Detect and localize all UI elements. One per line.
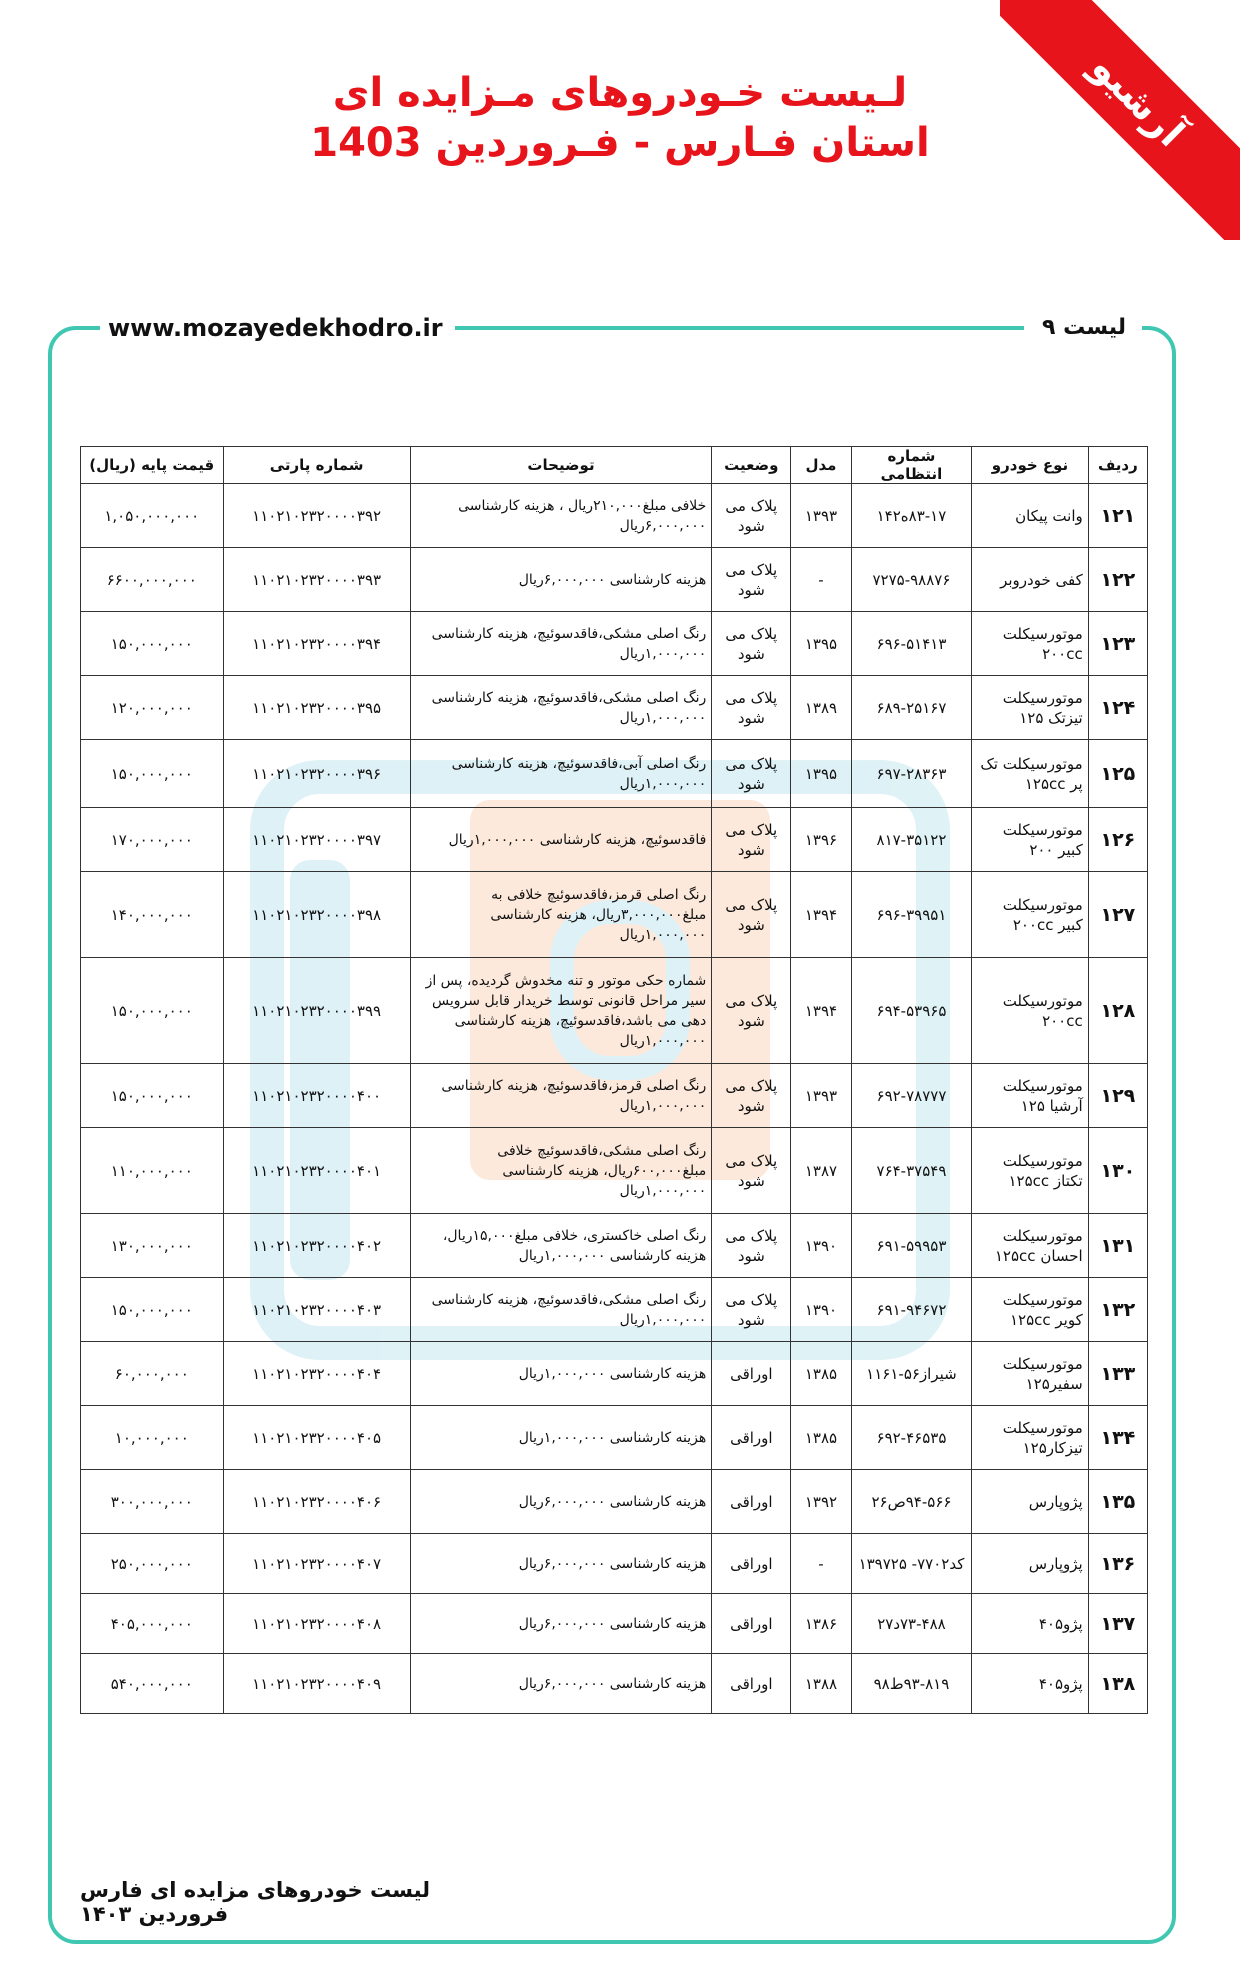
cell-row: ۱۲۲ [1088,548,1147,612]
table-row [81,1470,1148,1534]
cell-desc: رنگ اصلی آبی،فاقدسوئیچ، هزینه کارشناسی ۱,۰۰۰,۰۰۰ریال [410,740,712,808]
cell-status: پلاک می شود [712,1064,791,1128]
cell-desc: رنگ اصلی قرمز،فاقدسوئیچ، هزینه کارشناسی ۱,۰۰۰,۰۰۰ریال [410,1064,712,1128]
cell-lot: ۱۱۰۲۱۰۲۳۲۰۰۰۰۴۰۴ [223,1342,410,1406]
cell-row: ۱۳۳ [1088,1342,1147,1406]
cell-price: ۶۰,۰۰۰,۰۰۰ [81,1342,224,1406]
cell-lot: ۱۱۰۲۱۰۲۳۲۰۰۰۰۳۹۶ [223,740,410,808]
table-row [81,1594,1148,1654]
header-lot: شماره پارتی [223,447,410,484]
cell-model: ۱۳۹۰ [791,1214,851,1278]
table-row [81,484,1148,548]
cell-desc: هزینه کارشناسی ۶,۰۰۰,۰۰۰ریال [410,1594,712,1654]
table-row [81,612,1148,676]
cell-lot: ۱۱۰۲۱۰۲۳۲۰۰۰۰۳۹۲ [223,484,410,548]
title-line-2: استان فـارس - فـروردین 1403 [310,120,930,166]
cell-serial: شیراز۵۶-۱۱۶۱ [851,1342,972,1406]
cell-model: ۱۳۹۵ [791,612,851,676]
cell-lot: ۱۱۰۲۱۰۲۳۲۰۰۰۰۴۰۸ [223,1594,410,1654]
website-link[interactable]: www.mozayedekhodro.ir [108,314,443,342]
cell-status: اوراقی [712,1594,791,1654]
cell-lot: ۱۱۰۲۱۰۲۳۲۰۰۰۰۳۹۹ [223,958,410,1064]
cell-serial: ۷۳-۴۸۸د۲۷ [851,1594,972,1654]
cell-lot: ۱۱۰۲۱۰۲۳۲۰۰۰۰۴۰۳ [223,1278,410,1342]
header-serial: شماره انتظامی [851,447,972,484]
cell-serial: ۶۹۶-۵۱۴۱۳ [851,612,972,676]
cell-vehicle: موتورسیکلت کویر ۱۲۵cc [972,1278,1088,1342]
table-row [81,958,1148,1064]
cell-row: ۱۳۵ [1088,1470,1147,1534]
cell-desc: رنگ اصلی مشکی،فاقدسوئیچ، هزینه کارشناسی ۱,۰۰۰,۰۰۰ریال [410,612,712,676]
cell-row: ۱۲۸ [1088,958,1147,1064]
cell-status: پلاک می شود [712,872,791,958]
cell-row: ۱۲۹ [1088,1064,1147,1128]
cell-price: ۱۵۰,۰۰۰,۰۰۰ [81,1278,224,1342]
cell-vehicle: موتورسیکلت ۲۰۰cc [972,612,1088,676]
cell-lot: ۱۱۰۲۱۰۲۳۲۰۰۰۰۴۰۱ [223,1128,410,1214]
cell-status: پلاک می شود [712,484,791,548]
table-row [81,1214,1148,1278]
cell-desc: رنگ اصلی مشکی،فاقدسوئیچ خلافی مبلغ۶۰۰,۰۰۰ریال، هزینه کارشناسی ۱,۰۰۰,۰۰۰ریال [410,1128,712,1214]
cell-price: ۱۳۰,۰۰۰,۰۰۰ [81,1214,224,1278]
cell-price: ۱,۰۵۰,۰۰۰,۰۰۰ [81,484,224,548]
cell-price: ۲۵۰,۰۰۰,۰۰۰ [81,1534,224,1594]
cell-price: ۱۵۰,۰۰۰,۰۰۰ [81,740,224,808]
cell-serial: ۶۹۲-۷۸۷۷۷ [851,1064,972,1128]
cell-serial: ۶۸۹-۲۵۱۶۷ [851,676,972,740]
table-row [81,872,1148,958]
cell-row: ۱۳۲ [1088,1278,1147,1342]
cell-lot: ۱۱۰۲۱۰۲۳۲۰۰۰۰۴۰۵ [223,1406,410,1470]
table-row [81,1654,1148,1714]
cell-vehicle: موتورسیکلت تک پر ۱۲۵cc [972,740,1088,808]
cell-model: - [791,548,851,612]
page-title [0,68,1240,168]
cell-status: پلاک می شود [712,808,791,872]
cell-price: ۱۵۰,۰۰۰,۰۰۰ [81,612,224,676]
cell-row: ۱۳۰ [1088,1128,1147,1214]
cell-serial: ۶۹۶-۳۹۹۵۱ [851,872,972,958]
cell-vehicle: موتورسیکلت ۲۰۰cc [972,958,1088,1064]
cell-status: پلاک می شود [712,612,791,676]
cell-model: ۱۳۹۰ [791,1278,851,1342]
cell-model: ۱۳۸۸ [791,1654,851,1714]
cell-price: ۱۷۰,۰۰۰,۰۰۰ [81,808,224,872]
table-row [81,548,1148,612]
cell-row: ۱۲۱ [1088,484,1147,548]
cell-row: ۱۳۴ [1088,1406,1147,1470]
archive-ribbon-label: آرشیو [1000,0,1240,240]
cell-serial: ۷۶۴-۳۷۵۴۹ [851,1128,972,1214]
cell-desc: شماره حکی موتور و تنه مخدوش گردیده، پس از سیر مراحل قانونی توسط خریدار قابل سرویس دهی می باشد،فاقدسوئیچ، هزینه کارشناسی ۱,۰۰۰,۰۰۰ریال [410,958,712,1064]
cell-lot: ۱۱۰۲۱۰۲۳۲۰۰۰۰۳۹۸ [223,872,410,958]
cell-serial: ۶۹۲-۴۶۵۳۵ [851,1406,972,1470]
cell-model: ۱۳۸۵ [791,1342,851,1406]
header-price: قیمت پایه (ریال) [81,447,224,484]
cell-desc: هزینه کارشناسی ۱,۰۰۰,۰۰۰ریال [410,1406,712,1470]
cell-vehicle: پژو۴۰۵ [972,1654,1088,1714]
cell-status: اوراقی [712,1342,791,1406]
cell-row: ۱۲۷ [1088,872,1147,958]
cell-price: ۱۵۰,۰۰۰,۰۰۰ [81,1064,224,1128]
cell-lot: ۱۱۰۲۱۰۲۳۲۰۰۰۰۴۰۷ [223,1534,410,1594]
cell-row: ۱۲۳ [1088,612,1147,676]
cell-serial: ۶۹۱-۵۹۹۵۳ [851,1214,972,1278]
table-row [81,740,1148,808]
cell-vehicle: کفی خودروبر [972,548,1088,612]
cell-lot: ۱۱۰۲۱۰۲۳۲۰۰۰۰۴۰۶ [223,1470,410,1534]
table-row [81,1278,1148,1342]
cell-price: ۳۰۰,۰۰۰,۰۰۰ [81,1470,224,1534]
cell-vehicle: وانت پیکان [972,484,1088,548]
cell-desc: رنگ اصلی مشکی،فاقدسوئیچ، هزینه کارشناسی ۱,۰۰۰,۰۰۰ریال [410,676,712,740]
cell-lot: ۱۱۰۲۱۰۲۳۲۰۰۰۰۴۰۰ [223,1064,410,1128]
header-desc: توضیحات [410,447,712,484]
table-row [81,1406,1148,1470]
footer-caption: لیست خودروهای مزایده ای فارس فروردین ۱۴۰۳ [80,1878,431,1926]
cell-status: اوراقی [712,1470,791,1534]
cell-serial: ۹۳-۸۱۹ط۹۸ [851,1654,972,1714]
cell-vehicle: پژوپارس [972,1534,1088,1594]
cell-price: ۱۲۰,۰۰۰,۰۰۰ [81,676,224,740]
title-line-1: لـیست خـودروهای مـزایده ای [332,70,908,116]
cell-serial: ۶۹۱-۹۴۶۷۲ [851,1278,972,1342]
cell-price: ۶۶۰۰,۰۰۰,۰۰۰ [81,548,224,612]
cell-price: ۴۰۵,۰۰۰,۰۰۰ [81,1594,224,1654]
cell-serial: ۶۹۷-۲۸۳۶۳ [851,740,972,808]
cell-price: ۵۴۰,۰۰۰,۰۰۰ [81,1654,224,1714]
cell-vehicle: پژوپارس [972,1470,1088,1534]
cell-row: ۱۲۶ [1088,808,1147,872]
cell-row: ۱۲۵ [1088,740,1147,808]
cell-vehicle: موتورسیکلت کبیر ۲۰۰cc [972,872,1088,958]
cell-row: ۱۳۸ [1088,1654,1147,1714]
cell-row: ۱۳۱ [1088,1214,1147,1278]
cell-status: پلاک می شود [712,1214,791,1278]
cell-row: ۱۲۴ [1088,676,1147,740]
cell-model: ۱۳۸۶ [791,1594,851,1654]
cell-vehicle: پژو۴۰۵ [972,1594,1088,1654]
cell-model: ۱۳۸۹ [791,676,851,740]
header-row: ردیف [1088,447,1147,484]
cell-serial: ۸۳-۱۷ه۱۴۲ [851,484,972,548]
cell-model: ۱۳۸۵ [791,1406,851,1470]
cell-lot: ۱۱۰۲۱۰۲۳۲۰۰۰۰۴۰۲ [223,1214,410,1278]
cell-price: ۱۰,۰۰۰,۰۰۰ [81,1406,224,1470]
cell-price: ۱۵۰,۰۰۰,۰۰۰ [81,958,224,1064]
cell-model: ۱۳۹۶ [791,808,851,872]
cell-price: ۱۴۰,۰۰۰,۰۰۰ [81,872,224,958]
cell-vehicle: موتورسیکلت کبیر ۲۰۰ [972,808,1088,872]
cell-lot: ۱۱۰۲۱۰۲۳۲۰۰۰۰۳۹۵ [223,676,410,740]
cell-status: اوراقی [712,1534,791,1594]
cell-model: ۱۳۸۷ [791,1128,851,1214]
cell-desc: رنگ اصلی قرمز،فاقدسوئیچ خلافی به مبلغ۳,۰۰۰,۰۰۰ریال، هزینه کارشناسی ۱,۰۰۰,۰۰۰ریال [410,872,712,958]
cell-vehicle: موتورسیکلت احسان ۱۲۵cc [972,1214,1088,1278]
cell-price: ۱۱۰,۰۰۰,۰۰۰ [81,1128,224,1214]
table-row [81,1064,1148,1128]
cell-desc: رنگ اصلی خاکستری، خلافی مبلغ۱۵,۰۰۰ریال، هزینه کارشناسی ۱,۰۰۰,۰۰۰ریال [410,1214,712,1278]
cell-desc: فاقدسوئیچ، هزینه کارشناسی ۱,۰۰۰,۰۰۰ریال [410,808,712,872]
cell-desc: هزینه کارشناسی ۶,۰۰۰,۰۰۰ریال [410,1470,712,1534]
cell-serial: ۹۴-۵۶۶ص۲۶ [851,1470,972,1534]
cell-model: ۱۳۹۳ [791,1064,851,1128]
cell-lot: ۱۱۰۲۱۰۲۳۲۰۰۰۰۳۹۳ [223,548,410,612]
cell-serial: ۶۹۴-۵۳۹۶۵ [851,958,972,1064]
cell-serial: ۷۲۷۵-۹۸۸۷۶ [851,548,972,612]
cell-row: ۱۳۶ [1088,1534,1147,1594]
cell-status: اوراقی [712,1654,791,1714]
header-model: مدل [791,447,851,484]
cell-desc: هزینه کارشناسی ۶,۰۰۰,۰۰۰ریال [410,1534,712,1594]
cell-vehicle: موتورسیکلت آرشیا ۱۲۵ [972,1064,1088,1128]
list-number: لیست ۹ [1041,315,1126,340]
cell-serial: کد۷۷۰۲- ۱۳۹۷۲۵ [851,1534,972,1594]
cell-status: پلاک می شود [712,740,791,808]
cell-status: پلاک می شود [712,958,791,1064]
cell-serial: ۸۱۷-۳۵۱۲۲ [851,808,972,872]
cell-vehicle: موتورسیکلت سفیر۱۲۵ [972,1342,1088,1406]
table-row [81,1342,1148,1406]
cell-status: پلاک می شود [712,676,791,740]
cell-desc: هزینه کارشناسی ۱,۰۰۰,۰۰۰ریال [410,1342,712,1406]
cell-vehicle: موتورسیکلت تیزتک ۱۲۵ [972,676,1088,740]
cell-model: ۱۳۹۵ [791,740,851,808]
cell-status: پلاک می شود [712,1128,791,1214]
cell-lot: ۱۱۰۲۱۰۲۳۲۰۰۰۰۴۰۹ [223,1654,410,1714]
cell-model: ۱۳۹۴ [791,958,851,1064]
cell-model: ۱۳۹۴ [791,872,851,958]
cell-model: ۱۳۹۲ [791,1470,851,1534]
cell-status: پلاک می شود [712,1278,791,1342]
cell-desc: هزینه کارشناسی ۶,۰۰۰,۰۰۰ریال [410,548,712,612]
cell-model: ۱۳۹۳ [791,484,851,548]
cell-desc: رنگ اصلی مشکی،فاقدسوئیچ، هزینه کارشناسی ۱,۰۰۰,۰۰۰ریال [410,1278,712,1342]
cell-lot: ۱۱۰۲۱۰۲۳۲۰۰۰۰۳۹۴ [223,612,410,676]
table-row [81,676,1148,740]
cell-lot: ۱۱۰۲۱۰۲۳۲۰۰۰۰۳۹۷ [223,808,410,872]
table-row [81,1128,1148,1214]
cell-vehicle: موتورسیکلت تیزکار۱۲۵ [972,1406,1088,1470]
cell-status: اوراقی [712,1406,791,1470]
cell-desc: هزینه کارشناسی ۶,۰۰۰,۰۰۰ریال [410,1654,712,1714]
cell-desc: خلافی مبلغ۲۱۰,۰۰۰ریال ، هزینه کارشناسی ۶,۰۰۰,۰۰۰ریال [410,484,712,548]
cell-vehicle: موتورسیکلت تکتاز ۱۲۵cc [972,1128,1088,1214]
table-header-row [81,447,1148,484]
cell-status: پلاک می شود [712,548,791,612]
header-status: وضعیت [712,447,791,484]
header-vehicle: نوع خودرو [972,447,1088,484]
table-row [81,808,1148,872]
table-row [81,1534,1148,1594]
cell-model: - [791,1534,851,1594]
cell-row: ۱۳۷ [1088,1594,1147,1654]
vehicle-table [80,446,1148,1714]
